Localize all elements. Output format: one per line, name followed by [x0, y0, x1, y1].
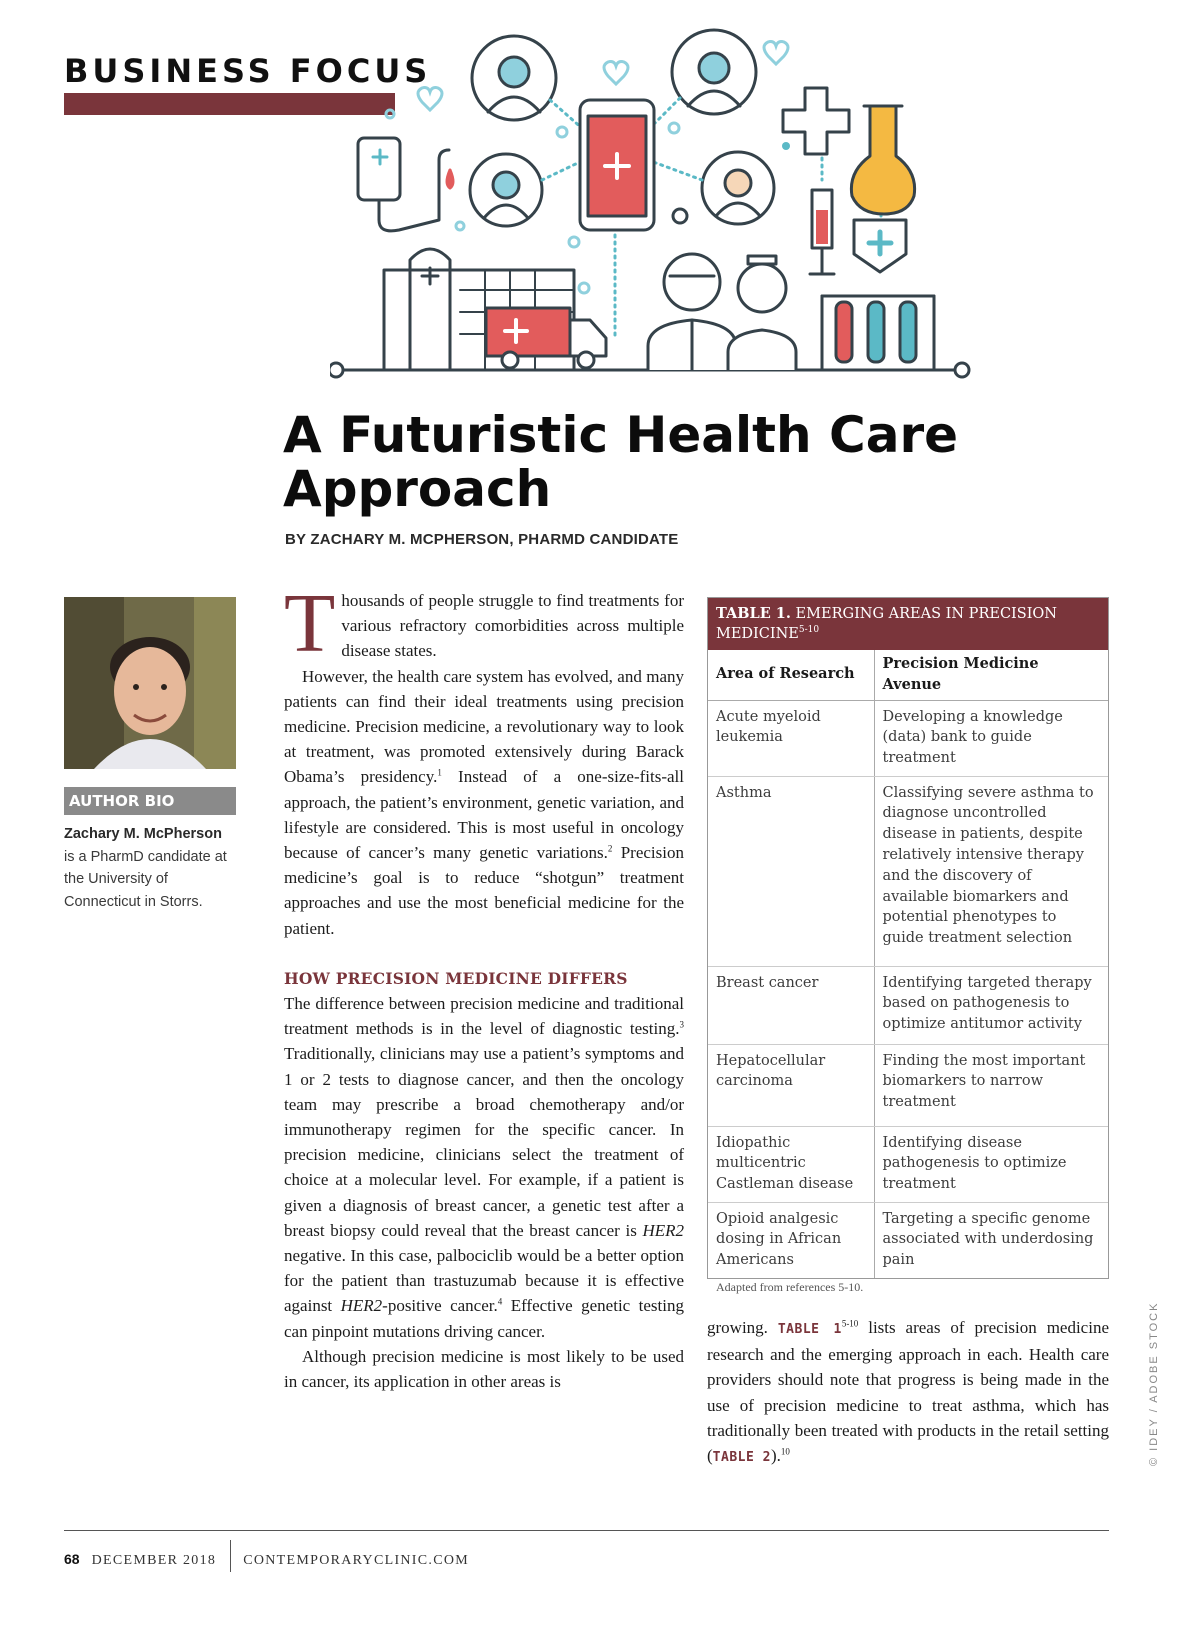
table-cell: Acute myeloid leukemia: [708, 700, 874, 776]
issue-date: DECEMBER 2018: [91, 1553, 217, 1569]
footer-rule: [64, 1530, 1109, 1531]
image-credit: © IDEY / ADOBE STOCK: [1148, 1301, 1160, 1466]
heart-icon: [764, 42, 788, 65]
section-subhead: HOW PRECISION MEDICINE DIFFERS: [284, 968, 628, 988]
table-row: [708, 700, 1108, 776]
table-row: [708, 1044, 1108, 1126]
health-care-illustration: [330, 20, 1010, 400]
heart-icon: [604, 62, 628, 85]
paragraph: The difference between precision medicine and traditional treatment methods is in the level of diagnostic testing.$^3$ Traditionally, clinicians may use a patient’s symptoms and 1 or 2 tests to diagnose cancer, and then the oncology team may prescribe a broad chemotherapy and/or immunotherapy regimen for the specific cancer. In precision medicine, clinicians select the treatment of choice at a molecular level. For example, if a patient is given a diagnosis of breast cancer, a genetic test after a breast biopsy could reveal that the breast cancer is HER2 negative. In this case, palbociclib would be a better option for the patient than trastuzumab because it is effective against HER2-positive cancer.$^4$ Effective genetic testing can pinpoint mutations driving cancer.: [284, 994, 684, 1341]
table-footnote: Adapted from references 5-10.: [716, 1280, 864, 1294]
article-byline: BY ZACHARY M. MCPHERSON, PHARMD CANDIDATE: [285, 531, 679, 548]
table-cell: Opioid analgesic dosing in African Americans: [716, 1210, 842, 1269]
table-cell: Identifying targeted therapy based on pathogenesis to optimize antitumor activity: [874, 966, 1108, 1044]
author-bio: [64, 823, 244, 913]
table-cell: Finding the most important biomarkers to narrow treatment: [874, 1044, 1108, 1126]
flask-icon: [851, 106, 914, 214]
test-tubes-icon: [822, 296, 934, 370]
paragraph: growing. TABLE 1$^{5-10}$ lists areas of precision medicine research and the emerging approach in each. Health care providers should note that progress is being made in the use of precision medicine to treat asthma, which has traditionally been treated with products in the retail setting (TABLE 2).$^{10}$: [707, 1318, 1109, 1466]
doctor-icon: [648, 254, 736, 370]
syringe-icon: [810, 190, 834, 274]
iv-bag-icon: [358, 138, 453, 231]
heart-icon: [418, 88, 442, 111]
nurse-icon: [728, 256, 796, 370]
author-bio-heading: AUTHOR BIO: [64, 787, 236, 815]
person-avatar-icon: [470, 154, 542, 226]
table-caption: TABLE 1. EMERGING AREAS IN PRECISION MEDICINE$^{5-10}$: [708, 598, 1108, 650]
table-cell: Breast cancer: [708, 966, 874, 1044]
paragraph-intro: Thousands of people struggle to find treatments for various refractory comorbidities across multiple disease states.: [284, 577, 684, 670]
table-row: [708, 1126, 1108, 1202]
table-emerging-areas: [707, 597, 1109, 1279]
smartphone-medical-icon: [580, 100, 654, 230]
section-label: BUSINESS FOCUS: [64, 52, 432, 90]
page-number: 68: [64, 1551, 80, 1568]
article-body-right: [707, 1315, 1109, 1470]
shield-cross-icon: [854, 220, 906, 272]
author-name: Zachary M. McPherson: [64, 826, 222, 842]
table-cell: Hepatocellular carcinoma: [708, 1044, 874, 1126]
page-footer: [64, 1550, 469, 1572]
person-avatar-icon: [472, 36, 556, 120]
table-row: [708, 1202, 1108, 1278]
author-photo: [64, 597, 236, 769]
table-reference: TABLE 1: [777, 1322, 842, 1337]
table-cell: Classifying severe asthma to diagnose uncontrolled disease in patients, despite relatively intensive therapy and the discovery of available biomarkers and potential phenotypes to guide treatment selection: [874, 776, 1108, 966]
paragraph: Although precision medicine is most likely to be used in cancer, its application in other areas is: [284, 1346, 684, 1392]
website-link[interactable]: CONTEMPORARYCLINIC.COM: [243, 1553, 470, 1569]
article-body-left: [284, 577, 684, 1394]
footer-divider: [230, 1540, 231, 1572]
person-avatar-icon: [702, 152, 774, 224]
table-cell: Targeting a specific genome associated with underdosing pain: [874, 1202, 1108, 1278]
table-cell: Developing a knowledge (data) bank to guide treatment: [874, 700, 1108, 776]
table-header: Area of Research: [708, 650, 874, 700]
table-header: Precision Medicine Avenue: [874, 650, 1108, 700]
medical-cross-icon: [783, 88, 849, 154]
table-cell: Idiopathic multicentric Castleman disease: [708, 1126, 874, 1202]
table-cell: Identifying disease pathogenesis to optimize treatment: [874, 1126, 1108, 1202]
table-row: [708, 776, 1108, 966]
article-title: A Futuristic Health Care Approach: [283, 406, 959, 518]
drop-cap: T: [284, 577, 336, 670]
table-cell: Asthma: [708, 776, 874, 966]
table-reference: TABLE 2: [712, 1450, 771, 1466]
author-bio-text: is a PharmD candidate at the University of Connecticut in Storrs.: [64, 848, 227, 910]
paragraph: However, the health care system has evolved, and many patients can find their ideal treatments using precision medicine. Precision medicine, a revolutionary way to look at treatment, was promoted extensively during Barack Obama’s presidency.$^1$ Instead of a one-size-fits-all approach, the patient’s environment, genetic variation, and lifestyle are considered. This is most useful in oncology because of cancer’s many genetic variations.$^2$ Precision medicine’s goal is to reduce “shotgun” treatment approaches and use the most beneficial medicine for the patient.: [284, 666, 684, 938]
person-avatar-icon: [672, 30, 756, 114]
table-row: [708, 966, 1108, 1044]
